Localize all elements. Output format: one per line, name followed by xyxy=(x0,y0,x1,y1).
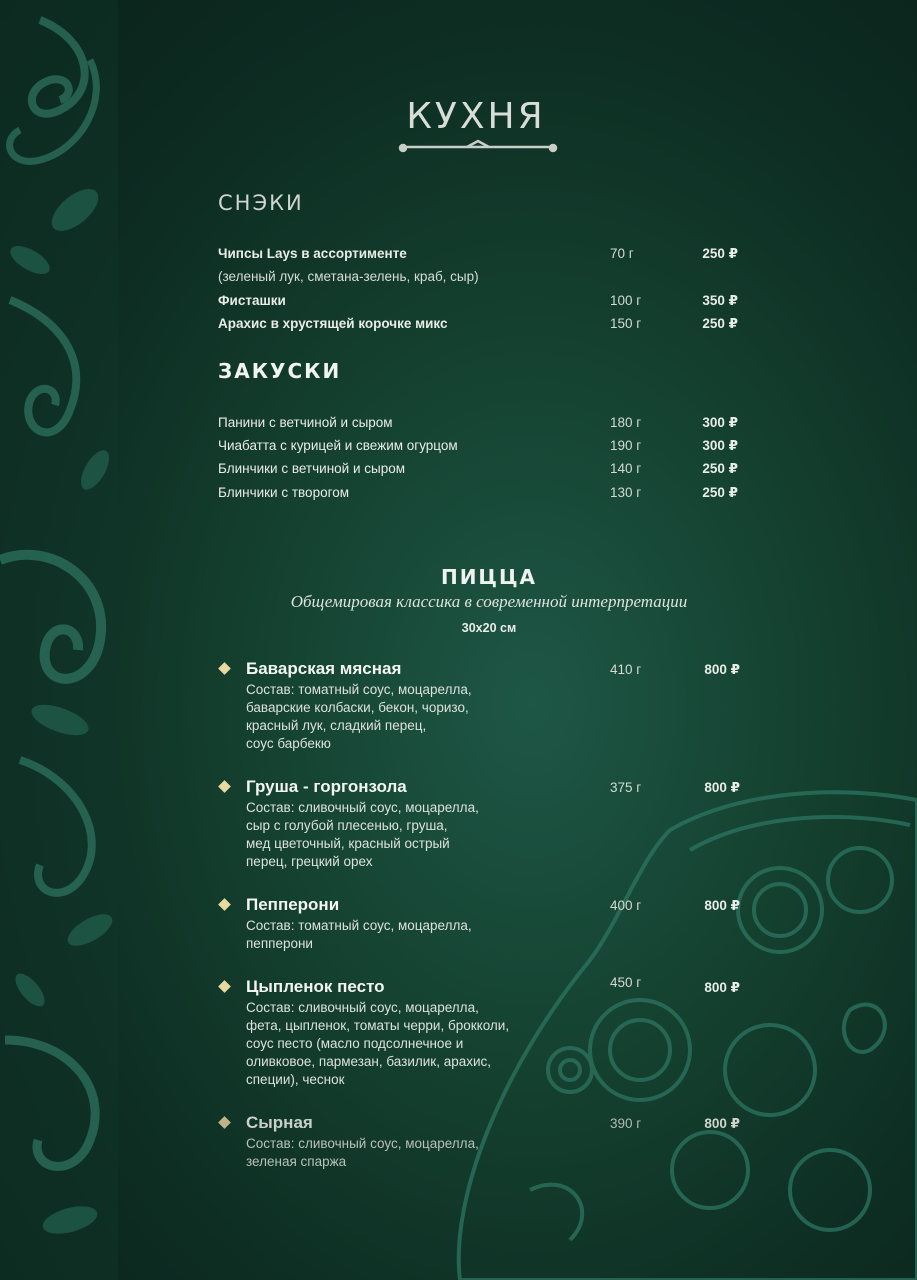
title-divider xyxy=(397,138,559,156)
item-name: Фисташки xyxy=(218,293,286,308)
item-name: Блинчики с ветчиной и сыром xyxy=(218,461,405,476)
item-weight: 150 г xyxy=(610,316,642,331)
pizza-size: 30х20 см xyxy=(461,621,517,635)
description-line: Состав: сливочный соус, моцарелла, xyxy=(246,800,479,815)
item-name: Чипсы Lays в ассортименте xyxy=(218,246,407,261)
item-price: 300 ₽ xyxy=(702,438,738,453)
menu-item xyxy=(218,316,740,334)
description-line: зеленая спаржа xyxy=(246,1154,347,1169)
description-line: перец, грецкий орех xyxy=(246,854,373,869)
menu-item xyxy=(218,415,740,433)
description-line: сыр с голубой плесенью, груша, xyxy=(246,818,448,833)
description-line: Состав: томатный соус, моцарелла, xyxy=(246,682,472,697)
description-line: баварские колбаски, бекон, чоризо, xyxy=(246,700,469,715)
item-name: Чиабатта с курицей и свежим огурцом xyxy=(218,438,458,453)
section-title-pizza: ПИЦЦА xyxy=(440,565,538,589)
pizza-name: Груша - горгонзола xyxy=(246,777,407,796)
diamond-bullet-icon xyxy=(218,780,231,793)
menu-item xyxy=(218,438,740,456)
pizza-weight: 450 г xyxy=(610,975,642,990)
floral-ornament-border xyxy=(0,0,118,1280)
description-line: мед цветочный, красный острый xyxy=(246,836,450,851)
item-price: 250 ₽ xyxy=(702,485,738,500)
pizza-description xyxy=(246,1135,479,1171)
section-title-snacks: СНЭКИ xyxy=(218,191,304,215)
item-weight: 190 г xyxy=(610,438,642,453)
item-price: 250 ₽ xyxy=(702,316,738,331)
diamond-bullet-icon xyxy=(218,898,231,911)
description-line: соус песто (масло подсолнечное и xyxy=(246,1036,464,1051)
page-title: КУХНЯ xyxy=(406,96,546,137)
description-line: пепперони xyxy=(246,936,313,951)
diamond-bullet-icon xyxy=(218,1116,231,1129)
pizza-description xyxy=(246,999,509,1089)
item-name: Блинчики с творогом xyxy=(218,485,349,500)
item-price: 350 ₽ xyxy=(702,293,738,308)
pizza-price: 800 ₽ xyxy=(704,662,740,677)
description-line: оливковое, пармезан, базилик, арахис, xyxy=(246,1054,492,1069)
pizza-name: Пепперони xyxy=(246,895,340,914)
item-weight: 130 г xyxy=(610,485,642,500)
item-name: Панини с ветчиной и сыром xyxy=(218,415,393,430)
description-line: Состав: томатный соус, моцарелла, xyxy=(246,918,472,933)
pizza-weight: 400 г xyxy=(610,898,642,913)
item-weight: 100 г xyxy=(610,293,642,308)
pizza-illustration xyxy=(440,770,917,1280)
pizza-price: 800 ₽ xyxy=(704,1116,740,1131)
menu-item xyxy=(218,461,740,479)
description-line: красный лук, сладкий перец, xyxy=(246,718,427,733)
pizza-weight: 410 г xyxy=(610,662,642,677)
diamond-bullet-icon xyxy=(218,662,231,675)
item-price: 250 ₽ xyxy=(702,246,738,261)
pizza-description xyxy=(246,799,479,871)
pizza-name: Сырная xyxy=(246,1113,313,1132)
pizza-name: Цыпленок песто xyxy=(246,977,385,996)
menu-item xyxy=(218,246,740,264)
item-weight: 140 г xyxy=(610,461,642,476)
pizza-description xyxy=(246,681,472,753)
pizza-subtitle: Общемировая классика в современной интерпретации xyxy=(290,592,688,611)
item-name: Арахис в хрустящей корочке микс xyxy=(218,316,448,331)
section-title-zakuski: ЗАКУСКИ xyxy=(218,359,342,383)
menu-item xyxy=(218,485,740,503)
menu-item xyxy=(218,293,740,311)
pizza-price: 800 ₽ xyxy=(704,780,740,795)
pizza-name: Баварская мясная xyxy=(246,659,402,678)
pizza-weight: 390 г xyxy=(610,1116,642,1131)
item-note: (зеленый лук, сметана-зелень, краб, сыр) xyxy=(218,269,479,284)
diamond-bullet-icon xyxy=(218,980,231,993)
pizza-description xyxy=(246,917,472,953)
description-line: соус барбекю xyxy=(246,736,331,751)
pizza-price: 800 ₽ xyxy=(704,980,740,995)
item-price: 300 ₽ xyxy=(702,415,738,430)
item-price: 250 ₽ xyxy=(702,461,738,476)
description-line: Состав: сливочный соус, моцарелла, xyxy=(246,1136,479,1151)
description-line: специи), чеснок xyxy=(246,1072,345,1087)
pizza-weight: 375 г xyxy=(610,780,642,795)
description-line: фета, цыпленок, томаты черри, брокколи, xyxy=(246,1018,510,1033)
pizza-price: 800 ₽ xyxy=(704,898,740,913)
item-weight: 70 г xyxy=(610,246,634,261)
item-weight: 180 г xyxy=(610,415,642,430)
description-line: Состав: сливочный соус, моцарелла, xyxy=(246,1000,479,1015)
